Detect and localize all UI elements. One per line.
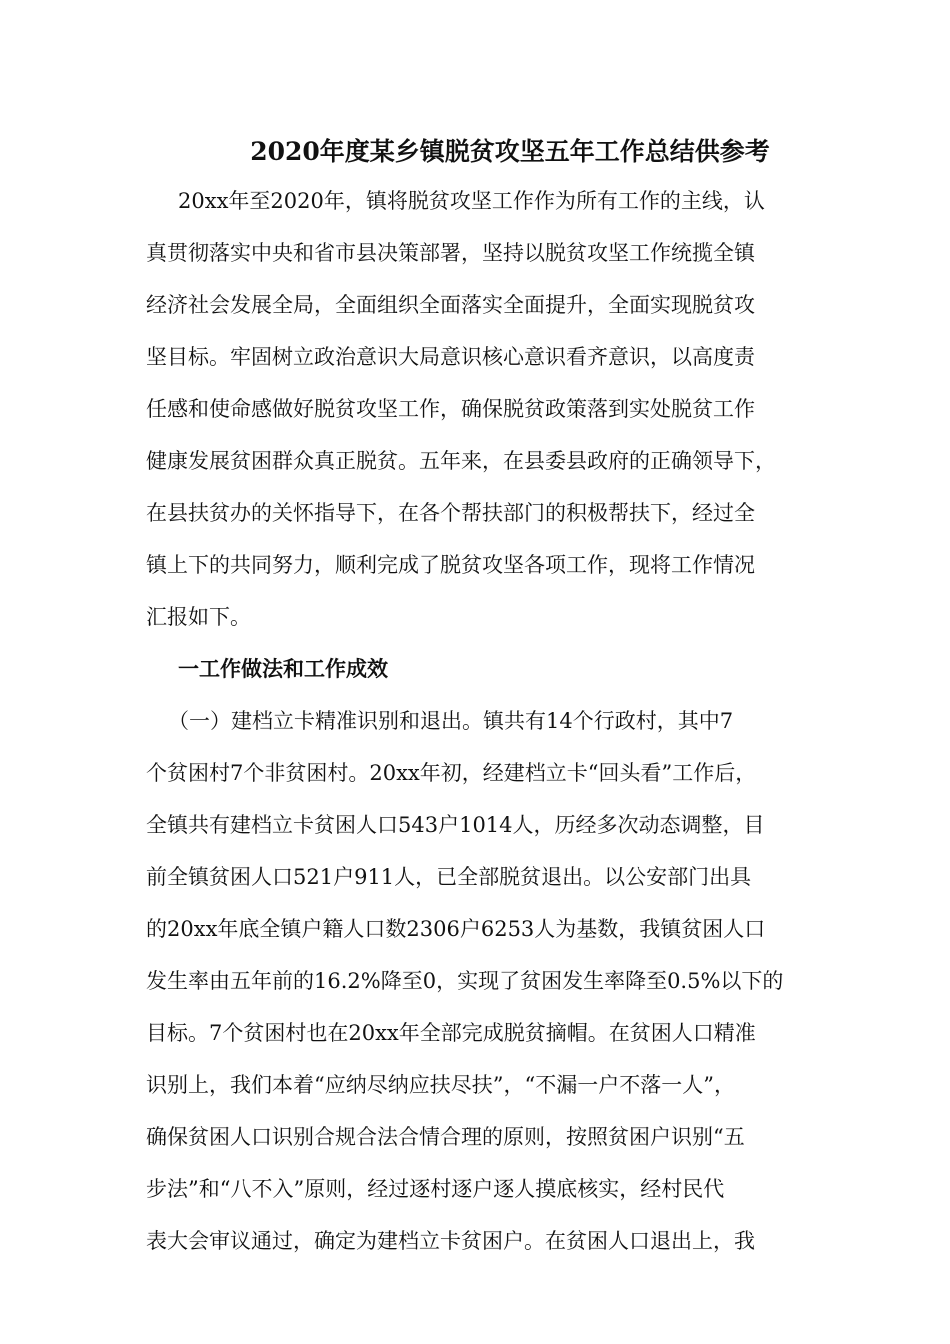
paragraph-line: 汇报如下。 [146,605,251,629]
paragraph-line: 表大会审议通过，确定为建档立卡贫困户。在贫困人口退出上，我 [146,1229,755,1253]
paragraph-line: （一）建档立卡精准识别和退出。镇共有14个行政村，其中7 [168,709,734,733]
paragraph-line: 目标。7个贫困村也在20xx年全部完成脱贫摘帽。在贫困人口精准 [146,1021,756,1045]
paragraph-line: 的20xx年底全镇户籍人口数2306户6253人为基数，我镇贫困人口 [146,917,766,941]
paragraph-line: 识别上，我们本着“应纳尽纳应扶尽扶”，“不漏一户不落一人”， [146,1073,735,1097]
paragraph-line: 前全镇贫困人口521户911人，已全部脱贫退出。以公安部门出具 [146,865,752,889]
paragraph-line: 任感和使命感做好脱贫攻坚工作，确保脱贫政策落到实处脱贫工作 [146,397,755,421]
paragraph-line: 发生率由五年前的16.2%降至0，实现了贫困发生率降至0.5%以下的 [146,969,784,993]
paragraph-line: 步法”和“八不入”原则，经过逐村逐户逐人摸底核实，经村民代 [146,1177,725,1201]
paragraph-line: 经济社会发展全局，全面组织全面落实全面提升，全面实现脱贫攻 [146,293,755,317]
paragraph-line: 健康发展贫困群众真正脱贫。五年来，在县委县政府的正确领导下， [146,449,776,473]
paragraph-line: 全镇共有建档立卡贫困人口543户1014人，历经多次动态调整，目 [146,813,765,837]
paragraph-line: 确保贫困人口识别合规合法合情合理的原则，按照贫困户识别“五 [146,1125,745,1149]
paragraph-line: 20xx年至2020年，镇将脱贫攻坚工作作为所有工作的主线，认 [178,189,765,213]
paragraph-line: 镇上下的共同努力，顺利完成了脱贫攻坚各项工作，现将工作情况 [146,553,755,577]
paragraph-line: 坚目标。牢固树立政治意识大局意识核心意识看齐意识，以高度责 [146,345,755,369]
paragraph-line: 在县扶贫办的关怀指导下，在各个帮扶部门的积极帮扶下，经过全 [146,501,755,525]
paragraph-line: 个贫困村7个非贫困村。20xx年初，经建档立卡“回头看”工作后， [146,761,757,785]
document-title: 2020年度某乡镇脱贫攻坚五年工作总结供参考 [250,137,770,166]
section-heading: 一工作做法和工作成效 [178,656,388,681]
paragraph-line: 真贯彻落实中央和省市县决策部署，坚持以脱贫攻坚工作统揽全镇 [146,241,755,265]
